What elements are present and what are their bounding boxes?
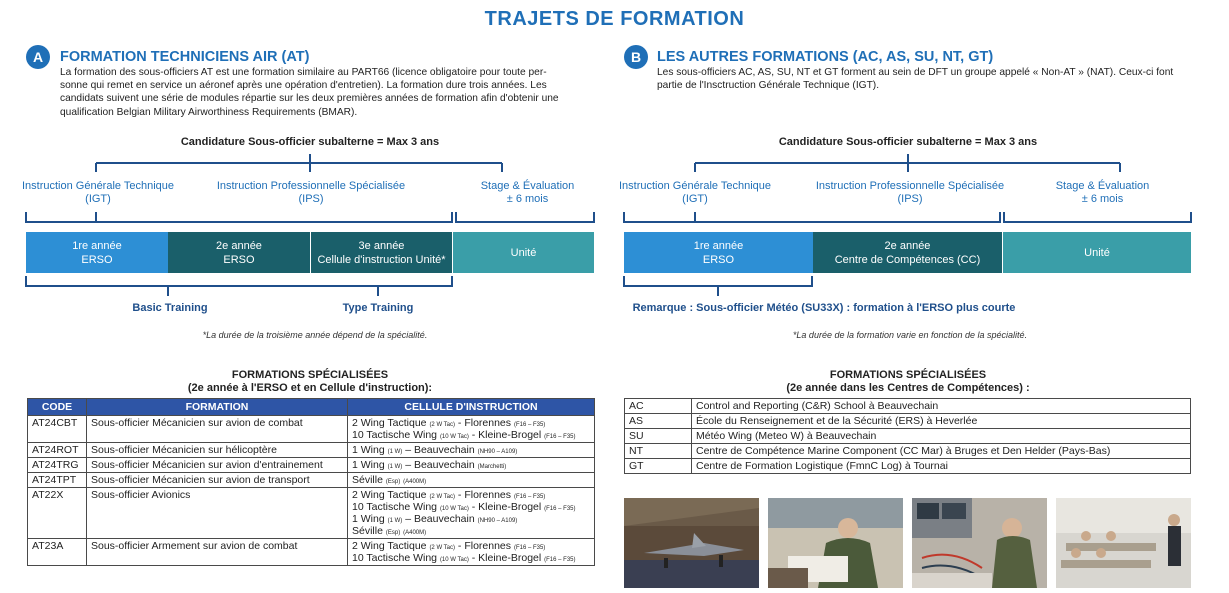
code-cell: AT24CBT <box>28 416 87 443</box>
cellule-mid: - Kleine-Brogel <box>468 429 542 441</box>
phase-sub: (IPS) <box>897 193 923 205</box>
section-a-body <box>60 66 600 119</box>
table-title-line: (2e année dans les Centres de Compétences) : <box>786 382 1030 394</box>
section-b-badge: B <box>624 45 648 69</box>
table-header-row <box>28 399 595 416</box>
code-cell: AT22X <box>28 488 87 539</box>
cellule-mid: - Florennes <box>455 540 512 552</box>
phase-label: Stage & Évaluation <box>1055 180 1150 192</box>
cellule-line <box>352 417 590 429</box>
cellule-s2: (A400M) <box>403 530 427 536</box>
body-line: Les sous-officiers AC, AS, SU, NT et GT forment au sein de DFT un groupe appelé « Non-AT » (NAT). Ceux-ci font <box>657 67 1174 78</box>
candidature-label-a: Candidature Sous-officier subalterne = Max 3 ans <box>180 136 440 148</box>
table-title-line: FORMATIONS SPÉCIALISÉES <box>231 369 389 381</box>
cellule-line <box>352 444 590 456</box>
formation-cell: Sous-officier Avionics <box>87 488 348 539</box>
cellule-main: 2 Wing Tactique <box>352 489 427 501</box>
cellule-s1: (1 W) <box>387 518 403 524</box>
cellule-mid: - Kleine-Brogel <box>468 552 542 564</box>
cellule-s1: (Esp) <box>385 479 401 485</box>
code-cell: AT24ROT <box>28 443 87 458</box>
cellule-main: 1 Wing <box>352 513 385 525</box>
cellule-cell <box>348 443 595 458</box>
phase-sub: (IGT) <box>85 193 111 205</box>
year-box-2-b <box>813 232 1002 273</box>
cellule-s2: (F16 – F35) <box>513 545 546 551</box>
box-line: Centre de Compétences (CC) <box>834 253 981 266</box>
cellule-cell <box>348 488 595 539</box>
center-cell: Control and Reporting (C&R) School à Beauvechain <box>692 399 1191 414</box>
col-header-formation: FORMATION <box>87 399 348 416</box>
code-cell: AT23A <box>28 539 87 566</box>
cellule-main: 10 Tactische Wing <box>352 552 438 564</box>
photo-student-reading <box>768 498 903 588</box>
box-line: 1re année <box>72 239 122 252</box>
cellule-s1: (1 W) <box>387 449 403 455</box>
phase-stage-b <box>1040 180 1165 206</box>
cellule-mid: – Beauvechain <box>402 444 475 456</box>
cellule-s1: (10 W Tac) <box>439 557 469 563</box>
page-title: TRAJETS DE FORMATION <box>484 8 745 30</box>
cellule-s2: (A400M) <box>403 479 427 485</box>
year-box-3-a <box>310 232 452 273</box>
cellule-s2: (F16 – F35) <box>544 557 576 563</box>
cellule-main: Séville <box>352 474 383 486</box>
formation-cell: Sous-officier Mécanicien sur avion de transport <box>87 473 348 488</box>
cellule-s1: (2 W Tac) <box>429 422 455 428</box>
cellule-s2: (NH90 – A109) <box>477 449 518 455</box>
table-title-b <box>708 369 1108 395</box>
table-row <box>625 414 1191 429</box>
basic-training-label: Basic Training <box>132 302 208 314</box>
phase-label: Instruction Professionnelle Spécialisée <box>216 180 406 192</box>
phase-label: Instruction Générale Technique <box>21 180 175 192</box>
table-title-a <box>110 369 510 395</box>
cellule-main: 1 Wing <box>352 444 385 456</box>
table-row <box>625 459 1191 474</box>
box-line: Unité <box>510 246 537 259</box>
formation-cell: Sous-officier Mécanicien sur avion de combat <box>87 416 348 443</box>
box-line: Unité <box>1084 246 1110 259</box>
phase-sub: ± 6 mois <box>1081 193 1124 205</box>
cellule-main: 10 Tactische Wing <box>352 429 438 441</box>
phase-sub: ± 6 mois <box>506 193 549 205</box>
formation-cell: Sous-officier Mécanicien sur avion d'entrainement <box>87 458 348 473</box>
cellule-s1: (2 W Tac) <box>429 494 455 500</box>
cellule-s1: (Esp) <box>385 530 401 536</box>
code-cell: AT24TPT <box>28 473 87 488</box>
footnote-a: *La durée de la troisième année dépend de la spécialité. <box>202 330 428 340</box>
body-line: La formation des sous-officiers AT est une formation similaire au PART66 (licence obligatoire pour toute per- <box>60 67 547 78</box>
box-line: 2e année <box>884 239 931 252</box>
phase-igt-a <box>0 180 196 206</box>
section-a-badge: A <box>26 45 50 69</box>
box-line: ERSO <box>81 253 113 266</box>
center-cell: Centre de Compétence Marine Component (CC Mar) à Bruges et Den Helder (Pays-Bas) <box>692 444 1191 459</box>
cellule-s1: (10 W Tac) <box>439 506 469 512</box>
table-row <box>28 458 595 473</box>
table-row <box>625 399 1191 414</box>
table-row <box>28 443 595 458</box>
table-row <box>625 444 1191 459</box>
cellule-s2: (NH90 – A109) <box>477 518 518 524</box>
cellule-main: Séville <box>352 525 383 537</box>
candidature-label-b: Candidature Sous-officier subalterne = Max 3 ans <box>778 136 1038 148</box>
phase-label: Instruction Générale Technique <box>618 180 772 192</box>
phase-sub: (IGT) <box>682 193 708 205</box>
cellule-cell <box>348 539 595 566</box>
cellule-main: 2 Wing Tactique <box>352 417 427 429</box>
cellule-line <box>352 501 590 513</box>
phase-ips-a <box>196 180 426 206</box>
year-box-1-a <box>26 232 168 273</box>
cellule-line <box>352 552 590 564</box>
code-cell: AC <box>625 399 692 414</box>
cellule-s2: (F16 – F35) <box>544 506 576 512</box>
code-cell: AT24TRG <box>28 458 87 473</box>
code-cell: AS <box>625 414 692 429</box>
unit-box-b <box>1003 232 1191 273</box>
center-cell: École du Renseignement et de la Sécurité (ERS) à Heverlée <box>692 414 1191 429</box>
table-row <box>28 488 595 539</box>
phase-ips-b <box>795 180 1025 206</box>
phase-stage-a <box>455 180 600 206</box>
code-cell: GT <box>625 459 692 474</box>
cellule-mid: - Florennes <box>455 417 512 429</box>
center-cell: Météo Wing (Meteo W) à Beauvechain <box>692 429 1191 444</box>
type-training-label: Type Training <box>342 302 414 314</box>
cellule-mid: - Kleine-Brogel <box>468 501 542 513</box>
table-title-line: (2e année à l'ERSO et en Cellule d'instruction): <box>187 382 433 394</box>
bracket-bottom-a <box>0 276 610 306</box>
phase-label: Instruction Professionnelle Spécialisée <box>815 180 1005 192</box>
cellule-cell <box>348 416 595 443</box>
cellule-mid: – Beauvechain <box>402 459 475 471</box>
cellule-main: 2 Wing Tactique <box>352 540 427 552</box>
photo-hangar-aircraft <box>624 498 759 588</box>
cellule-mid: – Beauvechain <box>402 513 475 525</box>
col-header-code: CODE <box>28 399 87 416</box>
box-line: ERSO <box>702 253 735 266</box>
table-row <box>28 473 595 488</box>
phase-igt-b <box>600 180 790 206</box>
formation-cell: Sous-officier Armement sur avion de combat <box>87 539 348 566</box>
specialties-table-b <box>624 398 1191 474</box>
cellule-main: 1 Wing <box>352 459 385 471</box>
cellule-line <box>352 429 590 441</box>
body-line: partie de l'Insctruction Générale Technique (IGT). <box>657 80 880 92</box>
photo-electronics-lab <box>912 498 1047 588</box>
cellule-s1: (2 W Tac) <box>429 545 455 551</box>
specialties-table-a <box>27 398 595 566</box>
cellule-main: 10 Tactische Wing <box>352 501 438 513</box>
cellule-line <box>352 540 590 552</box>
section-b-body <box>657 66 1217 92</box>
cellule-s2: (F16 – F35) <box>513 422 546 428</box>
box-line: 2e année <box>216 239 262 252</box>
code-cell: SU <box>625 429 692 444</box>
table-row <box>28 416 595 443</box>
year-box-2-a <box>168 232 310 273</box>
cellule-s2: (F16 – F35) <box>544 434 576 440</box>
cellule-line <box>352 489 590 501</box>
photo-classroom <box>1056 498 1191 588</box>
section-a-heading: FORMATION TECHNICIENS AIR (AT) <box>60 49 310 65</box>
cellule-s1: (1 W) <box>387 464 403 470</box>
cellule-cell <box>348 473 595 488</box>
cellule-line <box>352 459 590 471</box>
cellule-s2: (Marchetti) <box>477 464 507 470</box>
year-box-1-b <box>624 232 813 273</box>
footnote-b: *La durée de la formation varie en fonction de la spécialité. <box>792 330 1028 340</box>
table-row <box>28 539 595 566</box>
meteo-remark: Remarque : Sous-officier Météo (SU33X) : formation à l'ERSO plus courte <box>632 302 1016 314</box>
col-header-cellule: CELLULE D'INSTRUCTION <box>348 399 595 416</box>
box-line: 3e année <box>358 239 405 252</box>
cellule-line <box>352 474 590 486</box>
formation-cell: Sous-officier Mécanicien sur hélicoptère <box>87 443 348 458</box>
code-cell: NT <box>625 444 692 459</box>
table-row <box>625 429 1191 444</box>
phase-label: Stage & Évaluation <box>480 180 575 192</box>
table-title-line: FORMATIONS SPÉCIALISÉES <box>829 369 987 381</box>
phase-sub: (IPS) <box>298 193 324 205</box>
box-line: 1re année <box>693 239 744 252</box>
body-line: candidats suivent une série de modules répartie sur les deux premières années de formation afin d'obtenir une <box>60 93 559 105</box>
body-line: qualification Belgian Military Airworthiness Requirements (BMAR). <box>60 106 358 118</box>
cellule-cell <box>348 458 595 473</box>
box-line: Cellule d'instruction Unité* <box>317 253 446 266</box>
cellule-mid: - Florennes <box>455 489 512 501</box>
cellule-s2: (F16 – F35) <box>513 494 546 500</box>
center-cell: Centre de Formation Logistique (FmnC Log) à Tournai <box>692 459 1191 474</box>
section-b-heading: LES AUTRES FORMATIONS (AC, AS, SU, NT, GT) <box>657 49 994 65</box>
cellule-line <box>352 513 590 525</box>
cellule-s1: (10 W Tac) <box>439 434 469 440</box>
unit-box-a <box>453 232 594 273</box>
box-line: ERSO <box>223 253 255 266</box>
cellule-line <box>352 525 590 537</box>
body-line: sonne qui remet en service un aéronef après une opération d'entretien). La formation dure trois années. Les <box>60 80 547 92</box>
